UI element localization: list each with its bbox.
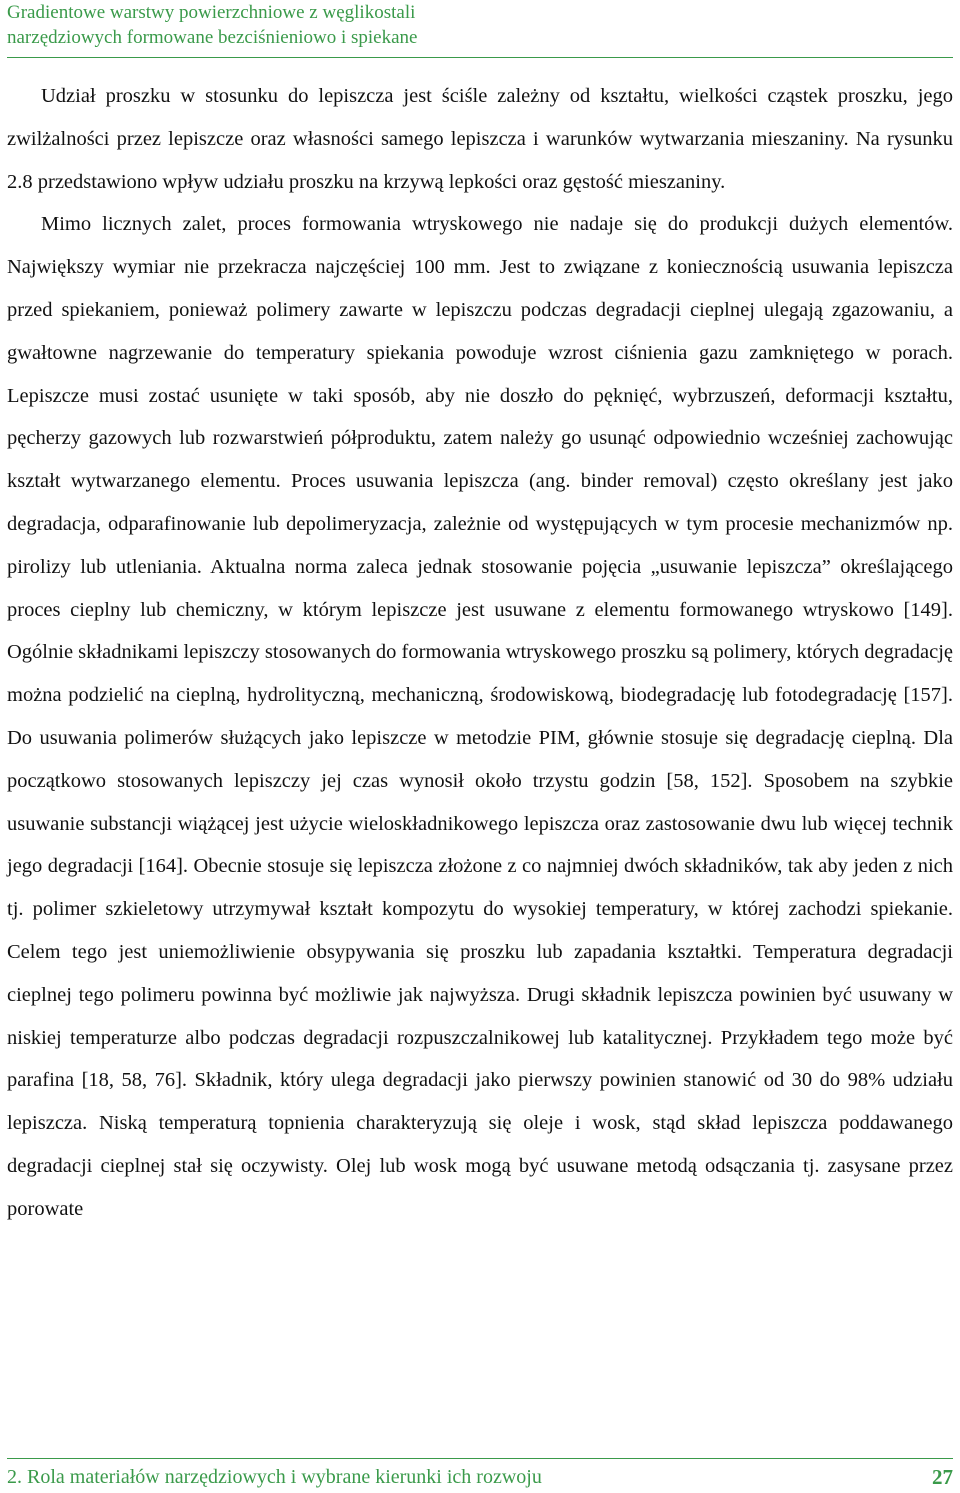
running-header-line-2: narzędziowych formowane bezciśnieniowo i spiekane xyxy=(7,27,418,48)
paragraph-1: Udział proszku w stosunku do lepiszcza jest ściśle zależny od kształtu, wielkości cząstek proszku, jego zwilżalności przez lepiszcze oraz własności samego lepiszcza i warunków wytwarzania mieszaniny. Na rysunku 2.8 przedstawiono wpływ udziału proszku na krzywą lepkości oraz gęstość mieszaniny. xyxy=(7,85,953,193)
footer-divider xyxy=(7,1458,953,1459)
page-number: 27 xyxy=(932,1464,953,1489)
footer-chapter-title: 2. Rola materiałów narzędziowych i wybrane kierunki ich rozwoju xyxy=(7,1465,542,1488)
running-header-line-1: Gradientowe warstwy powierzchniowe z węglikostali xyxy=(7,2,416,23)
running-footer xyxy=(7,1462,953,1492)
header-divider xyxy=(7,57,953,58)
body-text xyxy=(7,75,953,1231)
paragraph-2: Mimo licznych zalet, proces formowania wtryskowego nie nadaje się do produkcji dużych elementów. Największy wymiar nie przekracza najczęściej 100 mm. Jest to związane z koniecznością usuwania lepiszcza przed spiekaniem, ponieważ polimery zawarte w lepiszczu podczas degradacji cieplnej ulegają zgazowaniu, a gwałtowne nagrzewanie do temperatury spiekania powoduje wzrost ciśnienia gazu zamkniętego w porach. Lepiszcze musi zostać usunięte w taki sposób, aby nie doszło do pęknięć, wybrzuszeń, deformacji kształtu, pęcherzy gazowych lub rozwarstwień półproduktu, zatem należy go usunąć odpowiednio wcześniej zachowując kształt wytwarzanego elementu. Proces usuwania lepiszcza (ang. binder removal) często określany jest jako degradacja, odparafinowanie lub depolimeryzacja, zależnie od występujących w tym procesie mechanizmów np. pirolizy lub utleniania. Aktualna norma zaleca jednak stosowanie pojęcia „usuwanie lepiszcza” określającego proces cieplny lub chemiczny, w którym lepiszcze jest usuwane z elementu formowanego wtryskowo [149]. Ogólnie składnikami lepiszczy stosowanych do formowania wtryskowego proszku są polimery, których degradację można podzielić na cieplną, hydrolityczną, mechaniczną, środowiskową, biodegradację lub fotodegradację [157]. Do usuwania polimerów służących jako lepiszcze w metodzie PIM, głównie stosuje się degradację cieplną. Dla początkowo stosowanych lepiszczy jej czas wynosił około trzystu godzin [58, 152]. Sposobem na szybkie usuwanie substancji wiążącej jest użycie wieloskładnikowego lepiszcza oraz zastosowanie dwu lub więcej technik jego degradacji [164]. Obecnie stosuje się lepiszcza złożone z co najmniej dwóch składników, tak aby jeden z nich tj. polimer szkieletowy utrzymywał kształt kompozytu do wysokiej temperatury, w której zachodzi spiekanie. Celem tego jest uniemożliwienie obsypywania się proszku lub zapadania kształtki. Temperatura degradacji cieplnej tego polimeru powinna być możliwie jak najwyższa. Drugi składnik lepiszcza powinien być usuwany w niskiej temperaturze albo podczas degradacji rozpuszczalnikowej lub katalitycznej. Przykładem tego może być parafina [18, 58, 76]. Składnik, który ulega degradacji jako pierwszy powinien stanowić od 30 do 98% udziału lepiszcza. Niską temperaturą topnienia charakteryzują się oleje i wosk, stąd skład lepiszcza poddawanego degradacji cieplnej stał się oczywisty. Olej lub wosk mogą być usuwane metodą odsączania tj. zasysane przez porowate xyxy=(7,213,953,1220)
running-header xyxy=(7,0,907,50)
